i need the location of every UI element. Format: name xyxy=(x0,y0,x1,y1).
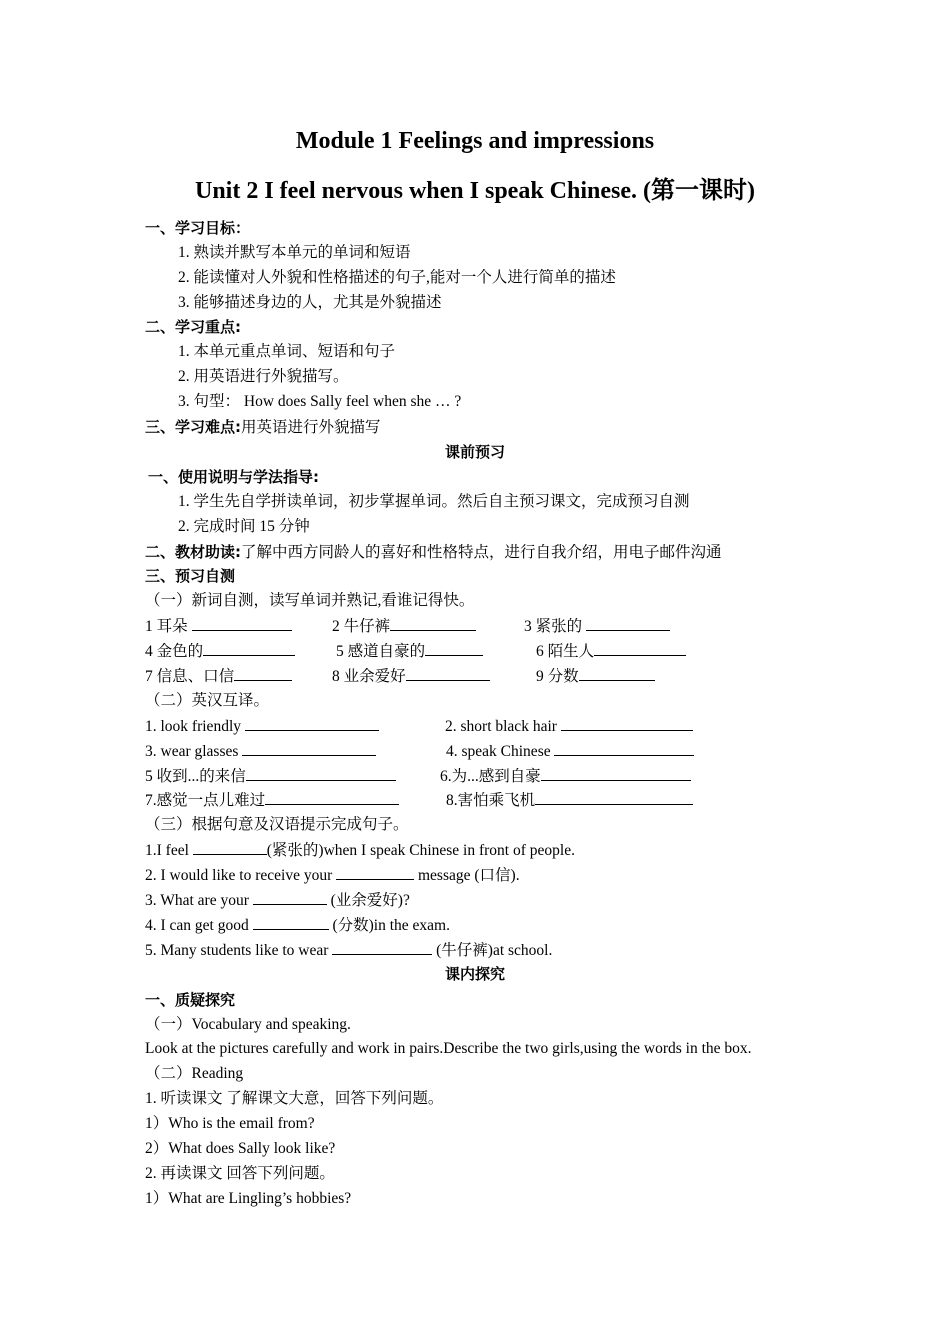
phrase-item: 4. speak Chinese xyxy=(446,741,694,762)
phrase-item: 1. look friendly xyxy=(145,716,379,737)
word-item: 4 金色的 xyxy=(145,641,295,662)
aid-line xyxy=(145,542,722,563)
phrase-item: 3. wear glasses xyxy=(145,741,376,762)
word-item: 9 分数 xyxy=(536,666,655,687)
key-point-item: 3. 句型： How does Sally feel when she … ? xyxy=(178,393,462,410)
difficulty-text: 用英语进行外貌描写 xyxy=(241,419,381,436)
objectives-heading: 一、学习目标： xyxy=(145,219,251,237)
key-points-heading: 二、学习重点: xyxy=(145,318,241,336)
task2-text: 2. 再读课文 回答下列问题。 xyxy=(145,1165,335,1182)
word-item: 6 陌生人 xyxy=(536,641,686,662)
sentence-item: 2. I would like to receive your message (口信). xyxy=(145,867,520,884)
word-item: 3 紧张的 xyxy=(524,616,670,637)
inclass-heading: 课内探究 xyxy=(444,965,505,983)
word-item: 5 感道自豪的 xyxy=(336,641,483,662)
objective-item: 2. 能读懂对人外貌和性格描述的句子,能对一个人进行简单的描述 xyxy=(178,269,616,286)
word-item: 8 业余爱好 xyxy=(332,666,490,687)
sentence-item: 5. Many students like to wear (牛仔裤)at school. xyxy=(145,942,553,959)
task1-text: 1. 听读课文 了解课文大意，回答下列问题。 xyxy=(145,1090,444,1107)
guide-heading: 一、使用说明与学法指导: xyxy=(148,468,319,486)
phrase-item: 6.为...感到自豪 xyxy=(440,766,691,787)
page-title: Module 1 Feelings and impressions xyxy=(295,128,655,154)
page-subtitle: Unit 2 I feel nervous when I speak Chinese. (第一课时) xyxy=(194,178,755,204)
part3-heading: （三）根据句意及汉语提示完成句子。 xyxy=(145,816,409,833)
sentence-item: 3. What are your (业余爱好)? xyxy=(145,892,410,909)
phrase-item: 5 收到...的来信 xyxy=(145,766,396,787)
guide-item: 1. 学生先自学拼读单词，初步掌握单词。然后自主预习课文，完成预习自测 xyxy=(178,493,690,510)
vocab-heading: （一）Vocabulary and speaking. xyxy=(145,1016,351,1033)
objective-item: 1. 熟读并默写本单元的单词和短语 xyxy=(178,244,411,261)
word-item: 1 耳朵 xyxy=(145,616,292,637)
phrase-item: 2. short black hair xyxy=(445,716,693,737)
guide-item: 2. 完成时间 15 分钟 xyxy=(178,518,310,535)
phrase-item: 7.感觉一点儿难过 xyxy=(145,790,399,811)
aid-text: 了解中西方同龄人的喜好和性格特点，进行自我介绍，用电子邮件沟通 xyxy=(241,544,722,561)
objective-item: 3. 能够描述身边的人，尤其是外貌描述 xyxy=(178,294,442,311)
part1-heading: （一）新词自测，读写单词并熟记,看谁记得快。 xyxy=(145,592,475,609)
preview-heading: 课前预习 xyxy=(444,443,505,461)
inquiry-heading: 一、质疑探究 xyxy=(145,991,236,1009)
phrase-item: 8.害怕乘飞机 xyxy=(446,790,693,811)
vocab-text: Look at the pictures carefully and work in pairs.Describe the two girls,using the words in the box. xyxy=(145,1040,752,1057)
test-heading: 三、预习自测 xyxy=(145,567,236,585)
task1-question: 2）What does Sally look like? xyxy=(145,1140,336,1157)
word-item: 7 信息、口信 xyxy=(145,666,292,687)
task2-question: 1）What are Lingling’s hobbies? xyxy=(145,1190,352,1207)
difficulty-heading: 三、学习难点: xyxy=(145,418,241,436)
key-point-item: 2. 用英语进行外貌描写。 xyxy=(178,368,349,385)
word-item: 2 牛仔裤 xyxy=(332,616,476,637)
task1-question: 1）Who is the email from? xyxy=(145,1115,315,1132)
part2-heading: （二）英汉互译。 xyxy=(145,692,270,709)
aid-heading: 二、教材助读: xyxy=(145,543,241,561)
reading-heading: （二）Reading xyxy=(145,1065,244,1082)
sentence-item: 1.I feel (紧张的)when I speak Chinese in front of people. xyxy=(145,842,575,859)
sentence-item: 4. I can get good (分数)in the exam. xyxy=(145,917,450,934)
key-point-item: 1. 本单元重点单词、短语和句子 xyxy=(178,343,396,360)
difficulty-line xyxy=(145,417,381,438)
